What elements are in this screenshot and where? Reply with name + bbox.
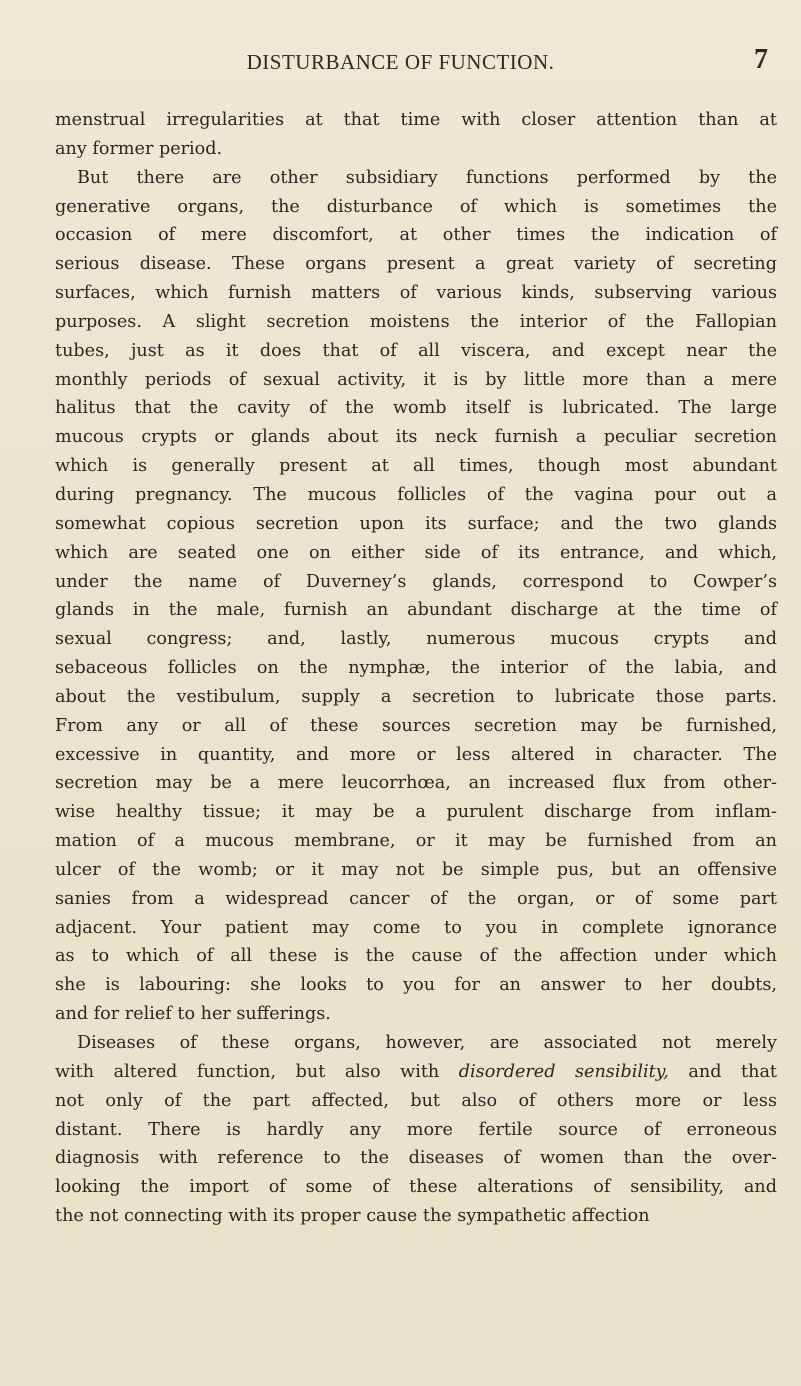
text-line-mixed xyxy=(55,1058,777,1087)
text-line: sexual congress; and, lastly, numerous mucous crypts and xyxy=(55,629,777,650)
text-line: generative organs, the disturbance of which is sometimes the xyxy=(55,196,777,217)
text-line: distant. There is hardly any more fertile source of erroneous xyxy=(55,1119,777,1140)
text-line: halitus that the cavity of the womb itself is lubricated. The large xyxy=(55,398,777,419)
text-line: and for relief to her sufferings. xyxy=(55,1004,331,1025)
text-line: Diseases of these organs, however, are associated not merely xyxy=(77,1033,777,1053)
text-line: during pregnancy. The mucous follicles of the vagina pour out a xyxy=(55,484,777,505)
text-line: wise healthy tissue; it may be a purulent discharge from inflam- xyxy=(55,802,777,823)
text-line: monthly periods of sexual activity, it is by little more than a mere xyxy=(55,369,777,390)
text-line: looking the import of some of these alterations of sensibility, and xyxy=(55,1177,777,1198)
text-line: ulcer of the womb; or it may not be simple pus, but an offensive xyxy=(55,859,777,880)
text-line: diagnosis with reference to the diseases of women than the over- xyxy=(55,1148,777,1169)
text-line: which are seated one on either side of its entrance, and which, xyxy=(55,542,777,563)
text-line: adjacent. Your patient may come to you in complete ignorance xyxy=(55,917,777,938)
text-line: serious disease. These organs present a great variety of secreting xyxy=(55,254,777,275)
text-line: mation of a mucous membrane, or it may be furnished from an xyxy=(55,831,777,852)
text-line: surfaces, which furnish matters of various kinds, subserving various xyxy=(55,283,777,304)
text-segment: with altered function, but also with xyxy=(55,1061,459,1082)
text-line: mucous crypts or glands about its neck furnish a peculiar secretion xyxy=(55,427,777,448)
text-line: excessive in quantity, and more or less altered in character. The xyxy=(55,744,777,765)
text-line: But there are other subsidiary functions performed by the xyxy=(77,167,777,188)
page-header xyxy=(0,40,801,80)
text-line: sanies from a widespread cancer of the organ, or of some part xyxy=(55,888,777,909)
text-line: not only of the part affected, but also of others more or less xyxy=(55,1090,777,1111)
text-line: occasion of mere discomfort, at other times the indication of xyxy=(55,225,777,246)
italic-phrase: disordered sensibility, xyxy=(458,1061,669,1082)
running-head: DISTURBANCE OF FUNCTION. xyxy=(246,50,555,74)
text-line: secretion may be a mere leucorrhœa, an increased flux from other- xyxy=(55,773,777,794)
text-line: sebaceous follicles on the nymphæ, the interior of the labia, and xyxy=(55,658,777,679)
text-line: about the vestibulum, supply a secretion to lubricate those parts. xyxy=(55,686,777,707)
text-line: glands in the male, furnish an abundant discharge at the time of xyxy=(55,600,777,621)
text-line: any former period. xyxy=(55,138,223,159)
text-line: somewhat copious secretion upon its surface; and the two glands xyxy=(55,513,777,534)
page-number: 7 xyxy=(754,44,768,75)
body-text xyxy=(55,106,777,1231)
text-line: tubes, just as it does that of all viscera, and except near the xyxy=(55,340,777,361)
text-line: she is labouring: she looks to you for an answer to her doubts, xyxy=(55,975,777,996)
text-line: purposes. A slight secretion moistens the interior of the Fallopian xyxy=(55,311,777,332)
text-line: menstrual irregularities at that time with closer attention than at xyxy=(55,110,777,130)
text-line: the not connecting with its proper cause the sympathetic affection xyxy=(55,1206,650,1227)
text-line: which is generally present at all times, though most abundant xyxy=(55,456,777,477)
text-line: From any or all of these sources secretion may be furnished, xyxy=(55,715,777,736)
text-line: as to which of all these is the cause of the affection under which xyxy=(55,946,777,967)
text-segment: and that xyxy=(668,1061,777,1082)
text-line: under the name of Duverney’s glands, correspond to Cowper’s xyxy=(55,571,777,592)
